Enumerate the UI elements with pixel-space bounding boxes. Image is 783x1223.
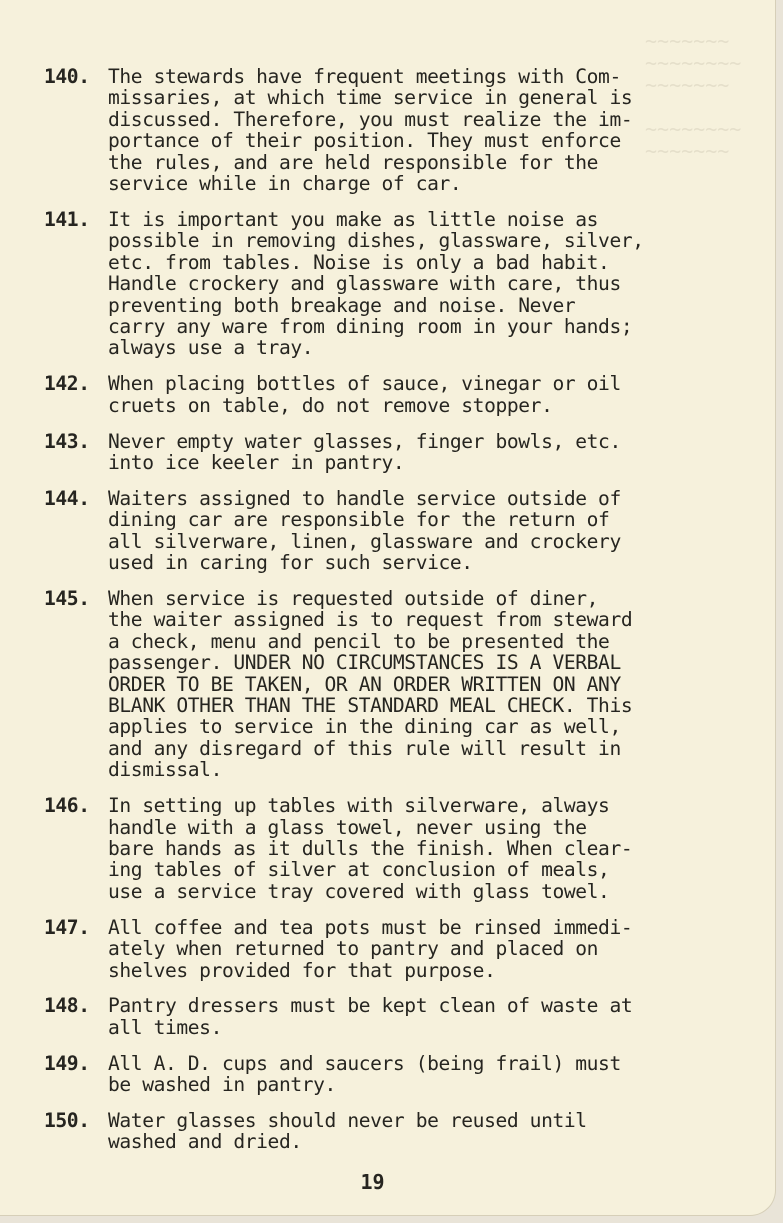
rule-text: When service is requested outside of diner, the waiter assigned is to request from steward a check, menu and pencil to be presented the passenger. UNDER NO CIRCUMSTANCES IS A VERBAL ORDER TO BE TAKEN, OR AN ORDER WRITTEN ON ANY BLANK OTHER THAN THE STANDARD MEAL CHECK. This applies to service in the dining car as well, and any disregard of this rule will result in dismissal. — [108, 587, 633, 782]
rule-number: 148. — [44, 994, 90, 1018]
rule-item — [44, 917, 716, 981]
rule-item — [44, 209, 716, 359]
rule-item — [44, 995, 716, 1038]
rule-text: Never empty water glasses, finger bowls, etc. into ice keeler in pantry. — [108, 429, 621, 474]
rule-number: 140. — [44, 65, 90, 88]
rule-item — [44, 1110, 716, 1153]
rule-number: 142. — [44, 372, 90, 396]
rule-number: 141. — [44, 207, 90, 231]
rule-number: 145. — [44, 587, 90, 611]
rule-text: In setting up tables with silverware, always handle with a glass towel, never using the bare hands as it dulls the finish. When clear- ing tables of silver at conclusion of meals, use a service tray covered with glass towel. — [108, 794, 633, 903]
rule-item — [44, 1053, 716, 1096]
rule-item — [44, 588, 716, 781]
page-number: 19 — [360, 1170, 385, 1194]
rule-number: 146. — [44, 794, 90, 818]
rule-number: 143. — [44, 429, 90, 453]
bleed-through-texture: ~~~~~~~ ~~~~~~~~ ~~~~~~~ ~~~~~~~~ ~~~~~~~ — [645, 29, 742, 163]
rule-text: All coffee and tea pots must be rinsed immedi- ately when returned to pantry and placed on shelves provided for that purpose. — [108, 915, 633, 982]
rule-item — [44, 373, 716, 416]
rule-text: Pantry dressers must be kept clean of waste at all times. — [108, 994, 633, 1039]
rules-list — [44, 66, 716, 1167]
rule-number: 144. — [44, 486, 90, 510]
rule-text: All A. D. cups and saucers (being frail) must be washed in pantry. — [108, 1051, 621, 1097]
rule-number: 150. — [44, 1109, 90, 1133]
rule-text: Water glasses should never be reused until washed and dried. — [108, 1109, 587, 1154]
rule-text: The stewards have frequent meetings with Com- missaries, at which time service in general is discussed. Therefore, you must realize the im- portance of their position. They must enforce the rules, and are held responsible for the service while in charge of car. — [108, 65, 633, 196]
rule-number: 149. — [44, 1051, 90, 1075]
rule-text: When placing bottles of sauce, vinegar or oil cruets on table, do not remove stopper. — [108, 372, 621, 417]
rule-item — [44, 431, 716, 474]
rule-text: Waiters assigned to handle service outside of dining car are responsible for the return of all silverware, linen, glassware and crockery used in caring for such service. — [108, 486, 621, 575]
rule-text: It is important you make as little noise as possible in removing dishes, glassware, silver, etc. from tables. Noise is only a bad habit. Handle crockery and glassware with care, thus preventing both breakage and noise. Never carry any ware from dining room in your hands; always use a tray. — [108, 207, 644, 360]
rule-item — [44, 795, 716, 902]
rule-item — [44, 488, 716, 574]
rule-item — [44, 66, 716, 194]
rule-number: 147. — [44, 915, 90, 939]
